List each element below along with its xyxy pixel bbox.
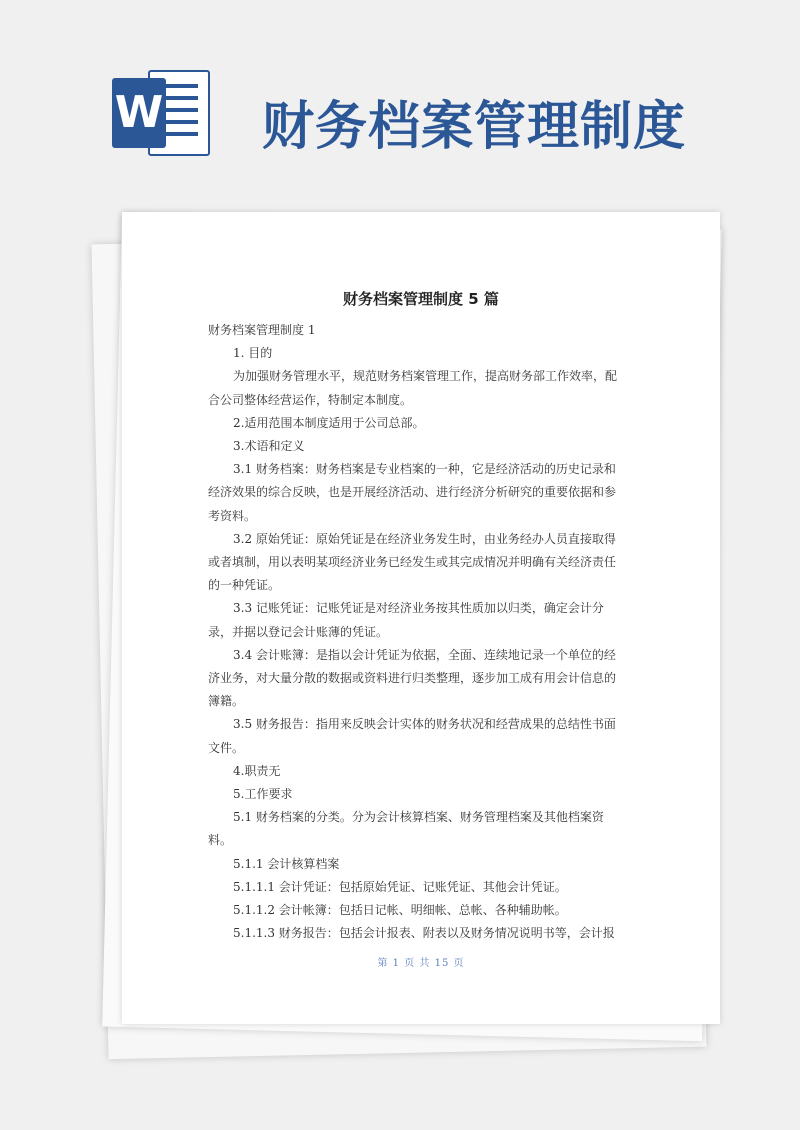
paragraph: 5.1.1 会计核算档案 [233,856,340,871]
word-document-icon [112,70,212,156]
paragraph: 5.工作要求 [233,787,293,802]
paragraph: 1. 目的 [233,346,273,361]
paragraph: 3.4 会计账簿：是指以会计凭证为依据，全面、连续地记录一个单位的经济业务，对大量分散的数据或资料进行归类整理，逐步加工成有用会计信息的簿籍。 [208,647,617,709]
paragraph: 5.1.1.1 会计凭证：包括原始凭证、记账凭证、其他会计凭证。 [233,879,567,894]
document-page [122,212,720,1024]
page-number-footer: 第 1 页 共 15 页 [377,958,465,969]
document-title: 财务档案管理制度 5 篇 [343,290,499,308]
paragraph: 3.2 原始凭证：原始凭证是在经济业务发生时，由业务经办人员直接取得或者填制，用以表明某项经济业务已经发生或其完成情况并明确有关经济责任的一种凭证。 [208,531,617,593]
section-heading: 财务档案管理制度 1 [208,323,316,337]
paragraph: 3.5 财务报告：指用来反映会计实体的财务状况和经营成果的总结性书面文件。 [208,717,616,755]
paragraph: 为加强财务管理水平，规范财务档案管理工作，提高财务部工作效率，配合公司整体经营运作，特制定本制度。 [208,369,618,407]
paragraph: 3.术语和定义 [233,439,305,454]
document-body [208,319,624,945]
paragraph: 2.适用范围本制度适用于公司总部。 [233,415,425,430]
banner-title: 财务档案管理制度 [262,97,687,157]
word-logo-letter: W [112,78,166,148]
paragraph: 3.1 财务档案：财务档案是专业档案的一种，它是经济活动的历史记录和经济效果的综合反映，也是开展经济活动、进行经济分析研究的重要依据和参考资料。 [208,462,617,523]
paragraph: 5.1 财务档案的分类。分为会计核算档案、财务管理档案及其他档案资料。 [208,810,604,848]
paragraph: 3.3 记账凭证：记账凭证是对经济业务按其性质加以归类，确定会计分录，并据以登记会计账薄的凭证。 [208,601,604,639]
paragraph: 5.1.1.2 会计帐簿：包括日记帐、明细帐、总帐、各种辅助帐。 [233,903,567,918]
paragraph: 4.职责无 [233,763,281,778]
banner [0,0,800,210]
paragraph: 5.1.1.3 财务报告：包括会计报表、附表以及财务情况说明书等，会计报 [233,926,615,941]
